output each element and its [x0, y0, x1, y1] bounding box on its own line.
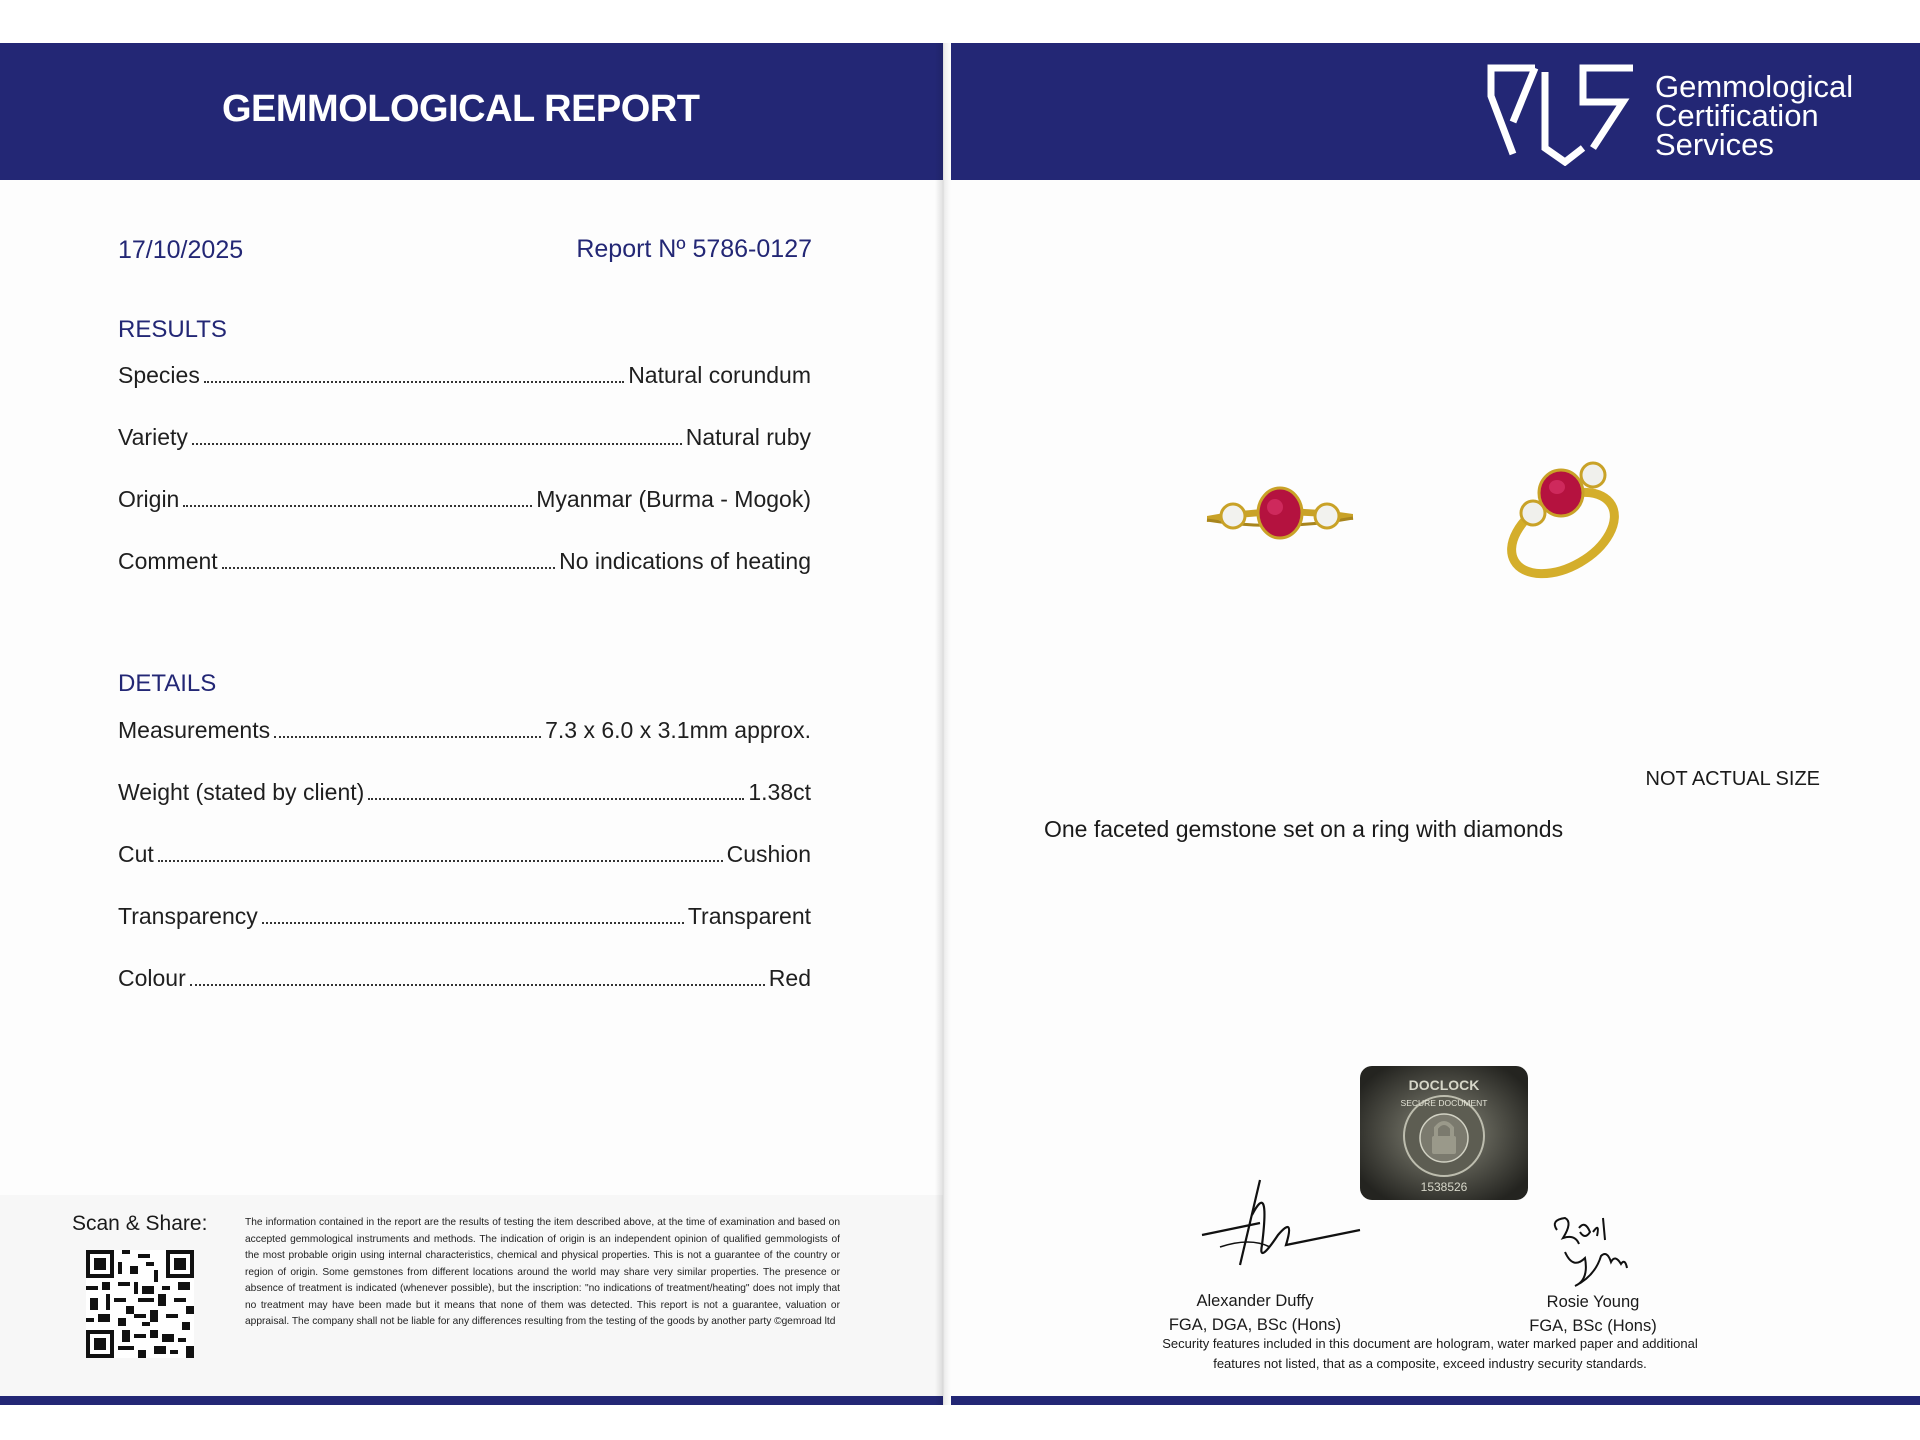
- report-title: GEMMOLOGICAL REPORT: [222, 88, 700, 130]
- detail-row-transparency: [118, 903, 811, 930]
- seal-serial: 1538526: [1420, 1180, 1468, 1194]
- dot-leader: [204, 380, 624, 383]
- not-actual-size-note: NOT ACTUAL SIZE: [1645, 768, 1820, 790]
- result-row-comment: [118, 548, 811, 575]
- dot-leader: [158, 859, 723, 862]
- details-heading: DETAILS: [118, 670, 217, 697]
- detail-row-cut: [118, 841, 811, 868]
- row-label: Transparency: [118, 903, 258, 929]
- row-value: No indications of heating: [559, 548, 811, 574]
- item-description: One faceted gemstone set on a ring with diamonds: [1044, 816, 1564, 842]
- row-label: Cut: [118, 841, 154, 867]
- row-label: Colour: [118, 965, 186, 991]
- gcs-logo-icon: [1483, 62, 1645, 166]
- row-label: Measurements: [118, 717, 271, 743]
- row-value: Natural ruby: [685, 424, 811, 450]
- row-value: Natural corundum: [628, 362, 811, 388]
- signatory-1: [1150, 1292, 1360, 1311]
- row-value: Myanmar (Burma - Mogok): [536, 486, 811, 512]
- bottom-band-left: [0, 1396, 943, 1405]
- signatory-1-credentials: FGA, DGA, BSc (Hons): [1168, 1316, 1342, 1334]
- scan-share-label: Scan & Share:: [72, 1212, 208, 1235]
- signature-rosie-young: [1545, 1210, 1635, 1295]
- row-label: Weight (stated by client): [118, 779, 365, 805]
- signature-alexander-duffy: [1200, 1175, 1365, 1275]
- signatory-2-credentials: FGA, BSc (Hons): [1529, 1317, 1657, 1335]
- dot-leader: [368, 797, 744, 800]
- row-value: 7.3 x 6.0 x 3.1mm approx.: [545, 717, 811, 743]
- result-row-variety: [118, 424, 811, 451]
- signatory-name: Alexander Duffy: [1196, 1292, 1314, 1310]
- page-gutter: [935, 43, 951, 1405]
- dot-leader: [262, 921, 684, 924]
- dot-leader: [192, 442, 682, 445]
- seal-brand-text: DOCLOCK: [1408, 1077, 1480, 1093]
- detail-row-weight: [118, 779, 811, 806]
- result-row-origin: [118, 486, 811, 513]
- row-label: Origin: [118, 486, 180, 512]
- report-number: Report Nº 5786-0127: [576, 235, 812, 263]
- row-label: Comment: [118, 548, 218, 574]
- brand-line-1: Gemmological: [1655, 69, 1854, 104]
- bottom-band-right: [951, 1396, 1920, 1405]
- seal-ring-text: SECURE DOCUMENT: [1400, 1098, 1488, 1108]
- ring-photo-angled: [1495, 455, 1630, 585]
- detail-row-measurements: [118, 717, 811, 744]
- dot-leader: [183, 504, 532, 507]
- row-label: Variety: [118, 424, 188, 450]
- brand-line-3: Services: [1655, 127, 1774, 162]
- row-label: Species: [118, 362, 200, 388]
- brand-name: [1655, 69, 1854, 162]
- ring-photo-front: [1205, 480, 1355, 550]
- disclaimer-text: The information contained in the report are the results of testing the item described above, at the time of examination and based on accepted gemmological instruments and methods. The indication of origin is an independent opinion of qualified gemmologists of the most probable origin using internal characteristics, chemical and physical properties. This is not a guarantee of the country or region of origin. Some gemstones from different locations around the world may share very similar properties. The presence or absence of treatment is indicated (whenever possible), but the inscription: "no indications of treatment/heating" does not imply that no treatment may have been made but it means that none of them was detected. This report is not a guarantee, valuation or appraisal. The company shall not be liable for any differences resulting from the testing of the goods by another party ©gemroad ltd: [245, 1217, 840, 1327]
- right-page: [943, 43, 1920, 1405]
- dot-leader: [190, 983, 765, 986]
- security-note: Security features included in this document are hologram, water marked paper and additional features not listed, that as a composite, exceed industry security standards.: [1162, 1336, 1698, 1371]
- row-value: Transparent: [687, 903, 811, 929]
- qr-code-icon[interactable]: [86, 1250, 194, 1358]
- row-value: 1.38ct: [748, 779, 811, 805]
- report-date: 17/10/2025: [118, 236, 244, 264]
- signatory-2: [1488, 1293, 1698, 1312]
- row-value: Red: [768, 965, 811, 991]
- dot-leader: [274, 735, 541, 738]
- signatory-name: Rosie Young: [1546, 1293, 1640, 1311]
- results-heading: RESULTS: [118, 316, 227, 343]
- detail-row-colour: [118, 965, 811, 992]
- dot-leader: [222, 566, 555, 569]
- result-row-species: [118, 362, 811, 389]
- doclock-hologram-seal: [1360, 1066, 1528, 1200]
- row-value: Cushion: [726, 841, 811, 867]
- brand-line-2: Certification: [1655, 98, 1819, 133]
